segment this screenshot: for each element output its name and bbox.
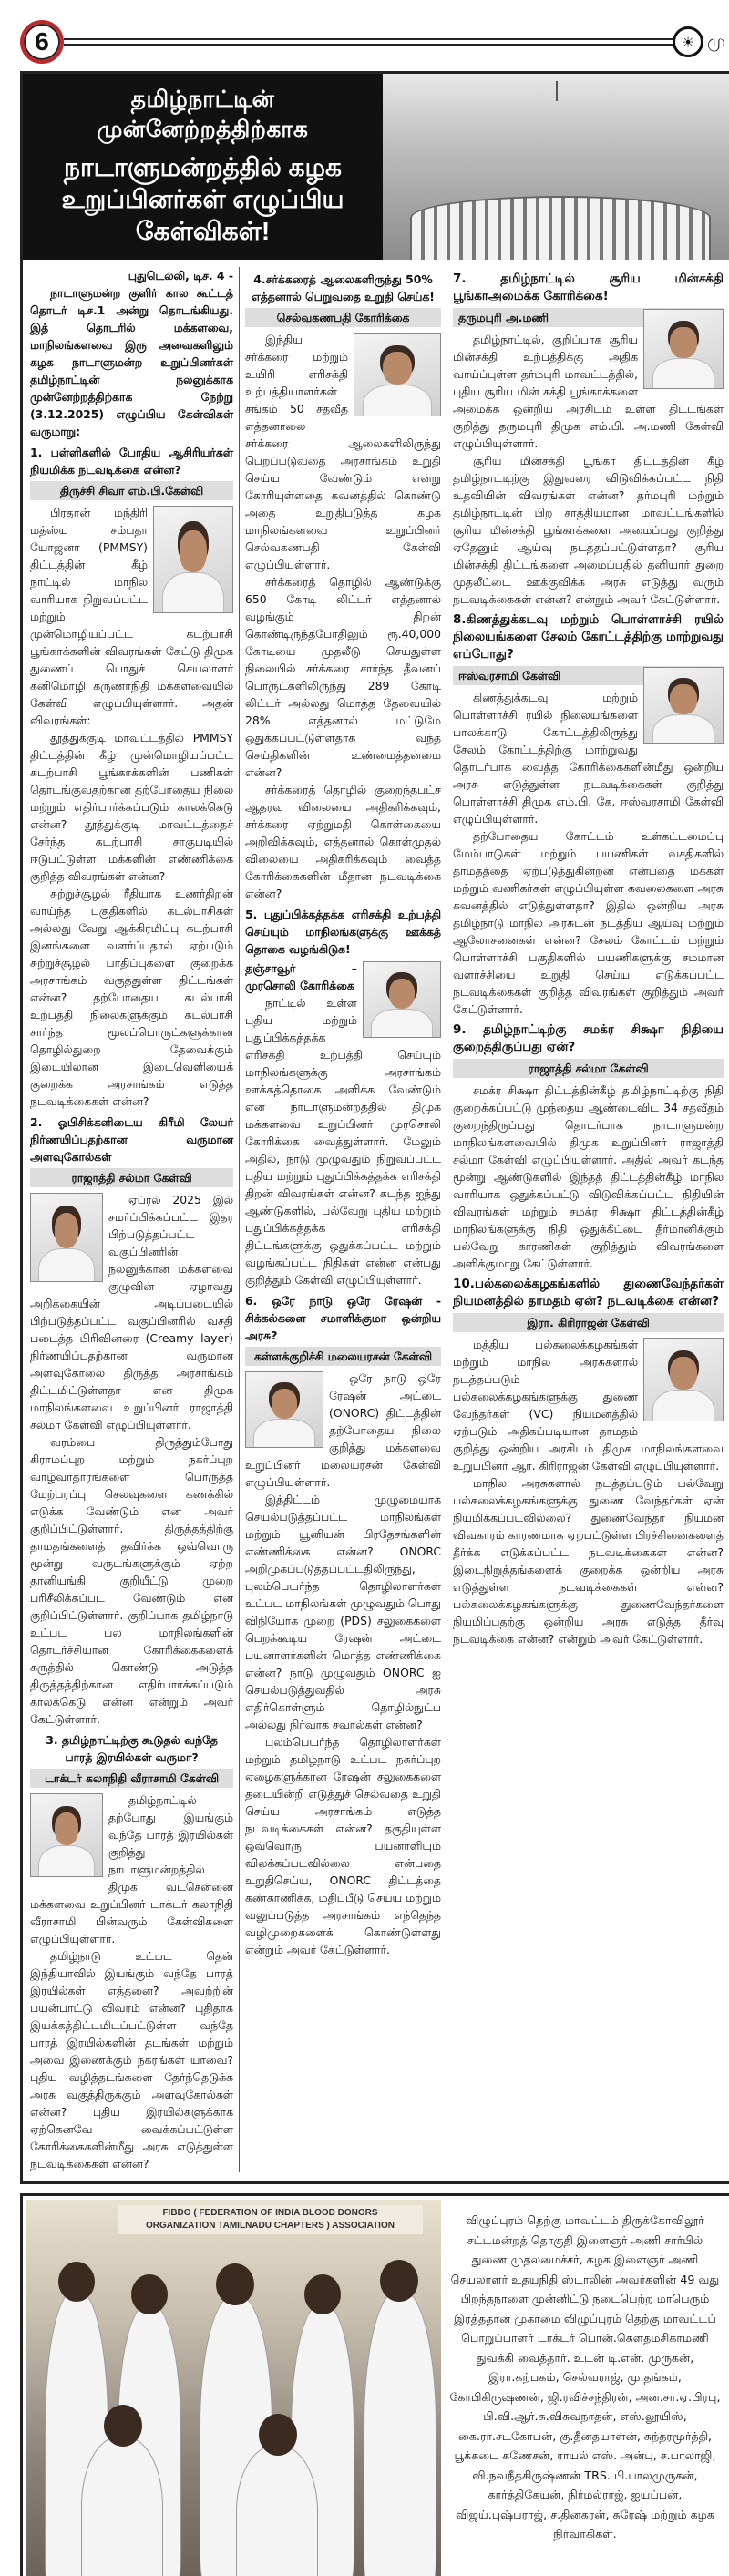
question-title: 7. தமிழ்நாட்டில் சூரிய மின்சக்தி பூங்காஅமைக்க கோரிக்கை! bbox=[453, 272, 724, 303]
headline-kicker: தமிழ்நாட்டின் முன்னேற்றத்திற்காக bbox=[97, 87, 309, 142]
parliament-photo bbox=[383, 74, 729, 260]
question-title: 1. பள்ளிகளில் போதிய ஆசிரியர்கள் நியமிக்க நடவடிக்கை என்ன? bbox=[30, 446, 233, 477]
question-byline: திருச்சி சிவா எம்.பி.கேள்வி bbox=[30, 481, 233, 500]
question-paragraph: சமக்ர சிக்ஷா திட்டத்தின்கீழ் தமிழ்நாட்டிற்கு நிதி குறைக்கப்பட்டு முந்தைய ஆண்டைவிட 34 சதவீதம் குறைந்திருப்பது தொடர்பாக நாடாளுமன்ற மாநிலங்களவையில் திமுக உறுப்பினர் ராஜாத்தி சல்மா கேள்வி எழுப்பியுள்ளார். அதில் அவர் கடந்த மூன்று ஆண்டுகளில் இந்தத் திட்டத்தின்கீழ் மாநில வாரியாக ஒதுக்கப்பட்டு விடுவிக்கப்பட்ட நிதியின் விவரங்கள் மற்றும் சமக்ர சிக்ஷா திட்டத்தின்கீழ் மாநிலங்களுக்கு நிதி ஒதுக்கீட்டை தீர்மானிக்கும் பல்வேறு காரணிகள் குறித்தும் விவரங்களை அளிக்குமாறு கேட்டுள்ளார். bbox=[453, 1083, 724, 1270]
page-header bbox=[0, 18, 729, 66]
mp-portrait bbox=[153, 506, 233, 613]
article-box bbox=[20, 71, 729, 2184]
question-paragraph: மத்திய பல்கலைக்கழகங்கள் மற்றும் மாநில அரசுகளால் நடத்தப்படும் பல்கலைக்கழகங்களுக்கு துணை வேந்தர்கள் (VC) நியமனத்தில் ஏற்படும் அதிகப்படியான தாமதம் குறித்து ஒன்றிய அரசிடம் திமுக மாநிலங்களவை உறுப்பினர் ஆர். கிரிராஜன் கேள்வி எழுப்பியுள்ளார். bbox=[453, 1338, 724, 1473]
mp-portrait bbox=[363, 961, 441, 1038]
page-number: 6 bbox=[20, 20, 64, 64]
headline-title: நாடாளுமன்றத்தில் கழக உறுப்பினர்கள் எழுப்பிய கேள்விகள்! bbox=[61, 153, 344, 245]
dateline: புதுடெல்லி, டிச. 4 - bbox=[128, 269, 233, 282]
mp-portrait bbox=[354, 333, 441, 416]
photo-caption: விழுப்புரம் தெற்கு மாவட்டம் திருக்கோவிலூர் சட்டமன்றத் தொகுதி இளைஞர் அணி சார்பில் துணை முதலமைச்சர், கழக இளைஞர் அணி செயலாளர் உதயநிதி ஸ்டாலின் அவர்களின் 49 வது பிறந்தநாளை முன்னிட்டு நடைபெற்ற மாபெரும் இரத்ததான முகாமை விழுப்புரம் தெற்கு மாவட்டப் பொறுப்பாளர் டாக்டர் பொன்.கௌதமசிகாமணி துவக்கி வைத்தார். உடன் டி.என். முருகன், இரா.கற்பகம், செல்வராஜ், மு.தங்கம், கோபிகிருஷ்ணன், ஜி.ரவிச்சந்திரன், அன.சா.ஏ.பிரபு, பி.வி.ஆர்.சு.விசுவநாதன், எஸ்.லூயிஸ், கை.ரா.சடகோபன், கு.தீனதயாளன், சுந்தரமூர்த்தி, பூக்கடை கணேசன், ராயல் எஸ். அன்பு, ச.பாலாஜி, வி.நவநீதகிருஷ்ணன் TRS. பி.பாலமுருகன், கார்த்திகேயன், நிர்மல்ராஜ், ஐயப்பன், விஜய்.புஷ்பராஜ், ச.தினகரன், சுரேஷ் மற்றும் கழக நிர்வாகிகள். bbox=[449, 2213, 721, 2540]
mp-portrait bbox=[643, 309, 724, 389]
question-paragraph: தூத்துக்குடி மாவட்டத்தில் PMMSY திட்டத்தின் கீழ் முன்மொழியப்பட்ட கடற்பாசி பூங்காக்களின் பணிகள் தொடங்குவதற்கான தற்போதைய நிலை மற்றும் எதிர்பார்க்கப்படும் காலக்கெடு என்ன? தூத்துக்குடி மாவட்டத்தைச் சேர்ந்த கடற்பாசி சாகுபடியில் ஈடுபட்டுள்ள மக்களின் எண்ணிக்கை குறித்த விவரங்கள் என்ன? bbox=[30, 731, 233, 883]
question-byline: தஞ்சாவூர் – முரசொலி கோரிக்கை bbox=[245, 961, 357, 992]
mp-portrait bbox=[643, 1338, 724, 1421]
headline-row bbox=[23, 74, 729, 260]
question-paragraph: பிரதான் மந்திரி மத்ஸ்ய சம்பதா யோஜனா (PMMSY) திட்டத்தின் கீழ் நாட்டில் மாநில வாரியாக நிறுவப்பட்ட மற்றும் முன்மொழியப்பட்ட கடற்பாசி பூங்காக்களின் விவரங்கள் கேட்டு திமுக துணைப் பொதுச் செயலாளர் கனிமொழி கருணாநிதி மக்களவையில் கேள்வி எழுப்பியுள்ளார். அதன் விவரங்கள்: bbox=[30, 506, 233, 727]
question-paragraph: சர்க்கரைத் தொழில் ஆண்டுக்கு 650 கோடி லிட்டர் எத்தனால் வழங்கும் திறன் கொண்டிருந்தபோதிலும் ரூ.40,000 கோடியை முதலீடு செய்துள்ள நிலையில் சர்க்கரை சார்ந்த தீவனப் பொருட்களிலிருந்து 289 கோடி லிட்டர் அல்லது மொத்த தேவையில் 28% எத்தனால் மட்டுமே ஒதுக்கப்பட்டுள்ளதாக வந்த செய்திகளின் உண்மைத்தன்மை என்ன? bbox=[245, 575, 441, 779]
question-paragraph: நாட்டில் உள்ள புதிய மற்றும் புதுப்பிக்கத்தக்க எரிசக்தி உற்பத்தி செய்யும் மாநிலங்களுக்கு அரசாங்கம் ஊக்கத்தொகை அளிக்க வேண்டும் என நாடாளுமன்றத்தில் திமுக மக்களவை உறுப்பினர் முரசொலி கோரிக்கை வைத்துள்ளார். மேலும் அதில், நாடு முழுவதும் நிறுவப்பட்ட புதிய மற்றும் புதுப்பிக்கத்தக்க எரிசக்தி திறன் விவரங்கள் என்ன? கடந்த ஐந்து ஆண்டுகளில், பல்வேறு புதிய மற்றும் புதுப்பிக்கத்தக்க எரிசக்தி திட்டங்களுக்கு ஒதுக்கப்பட்ட மற்றும் வழங்கப்பட்ட நிதிகள் என்ன என்பது குறித்தும் கேள்வி எழுப்பியுள்ளார். bbox=[245, 996, 441, 1287]
mp-portrait bbox=[30, 1193, 103, 1282]
photo-banner-text bbox=[118, 2205, 423, 2234]
column-3 bbox=[447, 267, 724, 2172]
question-paragraph: தமிழ்நாடு உட்பட தென் இந்தியாவில் இயங்கும் வந்தே பாரத் இரயில்கள் எத்தனை? அவற்றின் பயன்பாட்டு விவரம் என்ன? புதிதாக இயக்கத்திட்டமிடப்பட்டுள்ள வந்தே பாரத் இரயில்களின் தடங்கள் மற்றும் அவை இணைக்கும் நகரங்கள் யாவை? புதிய வழித்தடங்களை தேர்ந்தெடுக்க அரசு வகுத்திருக்கும் அளவுகோல்கள் என்ன? புதிய இரயில்களுக்காக ஏற்கெனவே வைக்கப்பட்டுள்ள கோரிக்கைகளின்மீது அரசு எடுத்துள்ள நடவடிக்கைகள் என்ன? bbox=[30, 1949, 233, 2171]
header-rule bbox=[64, 38, 673, 46]
question-byline: இரா. கிரிராஜன் கேள்வி bbox=[453, 1313, 724, 1332]
question-title: 8.கிணத்துக்கடவு மற்றும் பொள்ளாச்சி ரயில் நிலையங்களை சேலம் கோட்டத்திற்கு மாற்றுவது எப்போது? bbox=[453, 612, 724, 662]
question-title: 10.பல்கலைக்கழகங்களில் துணைவேந்தர்கள் நியமனத்தில் தாமதம் ஏன்? நடவடிக்கை என்ன? bbox=[453, 1277, 724, 1309]
question-title: 9. தமிழ்நாட்டிற்கு சமக்ர சிக்ஷா நிதியை குறைத்திருப்பது ஏன்? bbox=[453, 1022, 724, 1054]
question-title: 6. ஒரே நாடு ஒரே ரேஷன் - சிக்கல்களை சமாளிக்குமா ஒன்றிய அரசு? bbox=[245, 1294, 441, 1342]
question-paragraph: தமிழ்நாட்டில் தற்போது இயங்கும் வந்தே பாரத் இரயில்கள் குறித்து நாடாளுமன்றத்தில் திமுக வடசென்னை மக்களவை உறுப்பினர் டாக்டர் கலாநிதி வீராசாமி பின்வரும் கேள்விகளை எழுப்பியுள்ளார். bbox=[30, 1793, 233, 1945]
newspaper-name: மு bbox=[707, 31, 725, 51]
intro-text: நாடாளுமன்ற குளிர் கால கூட்டத் தொடர் டிச.1 அன்று தொடங்கியது. இத் தொடரில் மக்களவை, மாநிலங்களவை இரு அவைகளிலும் கழக நாடாளுமன்ற உறுப்பினர்கள் தமிழ்நாட்டின் நலனுக்காக முன்னேற்றத்திற்காக நேற்று (3.12.2025) எழுப்பிய கேள்விகள் வருமாறு: bbox=[30, 286, 233, 438]
headline-banner bbox=[23, 74, 383, 260]
question-paragraph: ஏப்ரல் 2025 இல் சமர்ப்பிக்கப்பட்ட இதர பிற்படுத்தப்பட்ட வகுப்பினரின் நலனுக்கான மக்களவை குழுவின் ஏழாவது அறிக்கையின் அடிப்படையில் பிற்படுத்தப்பட்ட வகுப்பினரில் வசதி படைத்த பிரிவினரை (Creamy layer) நிர்ணயிப்பதற்கான வருமான அளவுகோலை திருத்த அரசாங்கம் திட்டமிட்டுள்ளதா என திமுக மாநிலங்களவை உறுப்பினர் ராஜாத்தி சல்மா கேள்வி எழுப்பியுள்ளார். bbox=[30, 1193, 233, 1432]
article-columns bbox=[23, 260, 729, 2181]
question-title: 4.சர்க்கரைத் ஆலைகளிருந்து 50% எத்தனால் பெறுவதை உறுதி செய்க! bbox=[252, 272, 435, 303]
blood-donation-camp-photo bbox=[26, 2200, 441, 2576]
question-title: 3. தமிழ்நாட்டிற்கு கூடுதல் வந்தே பாரத் இரயில்கள் வருமா? bbox=[46, 1733, 218, 1764]
mp-portrait bbox=[30, 1793, 103, 1877]
column-1 bbox=[30, 267, 240, 2172]
question-paragraph: தற்போதைய கோட்டம் உள்கட்டமைப்பு மேம்பாடுகள் மற்றும் பயணிகள் வசதிகளில் தாமதத்தை ஏற்படுத்துகின்றன என்பதை மக்கள் மற்றும் வணிகர்கள் எழுப்பியுள்ள கவலைகளை அரசு கவனத்தில் எடுத்துள்ளதா? இதில் ஒன்றிய அரசு தமிழ்நாடு மாநில அரசுடன் நடத்திய ஆய்வு மற்றும் ஆலோசனைகள் என்ன? சேலம் கோட்டம் மற்றும் பொள்ளாச்சி பகுதிகளில் பயணிகளுக்கு சமமான வளர்ச்சியை உறுதி செய்ய எடுக்கப்பட்ட நடவடிக்கைகள் குறித்த விவரங்கள் குறித்தும் அவர் கேட்டுள்ளார். bbox=[453, 829, 724, 1016]
question-byline: செல்வகணபதி கோரிக்கை bbox=[245, 308, 441, 327]
question-byline: டாக்டர் கலாநிதி வீராசாமி கேள்வி bbox=[30, 1769, 233, 1788]
question-byline: ராஜாத்தி சல்மா கேள்வி bbox=[453, 1059, 724, 1078]
question-paragraph: தமிழ்நாட்டில், குறிப்பாக சூரிய மின்சக்தி உற்பத்திக்கு அதிக வாய்ப்புள்ள தர்மபுரி மாவட்டத்தில், புதிய சூரிய மின் சக்தி பூங்காக்களை அமைக்க ஒன்றிய அரசிடம் உள்ள திட்டங்கள் குறித்து தருமபுரி திமுக எம்.பி. அ.மணி கேள்வி எழுப்பியுள்ளார். bbox=[453, 333, 724, 450]
question-paragraph: இந்திய சர்க்கரை மற்றும் உயிரி எரிசக்தி உற்பத்தியாளர்கள் சங்கம் 50 சதவீத எத்தனாலை சர்க்கரை ஆலைகளிலிருந்து பெறப்படுவதை அரசாங்கம் உறுதி செய்ய வேண்டும் என்று கோரியுள்ளதை கவனத்தில் கொண்டு அதை உறுதிபடுத்த கழக மாநிலங்களவை உறுப்பினர் செல்வகணபதி கேள்வி எழுப்பியுள்ளார். bbox=[245, 333, 441, 571]
question-paragraph: சூரிய மின்சக்தி பூங்கா திட்டத்தின் கீழ் தமிழ்நாட்டிற்கு இதுவரை விடுவிக்கப்பட்ட நிதி உதவியின் விவரங்கள் என்ன? தர்மபுரி மற்றும் தமிழ்நாட்டின் பிற சாத்தியமான மாவட்டங்களில் சூரிய மின்சக்தி பூங்காக்களை அமைப்பது குறித்து ஏதேனும் ஆய்வு நடத்தப்பட்டுள்ளதா? சூரிய மின்சக்தி திட்டங்களை அமைப்பதில் தனியார் துறை முதலீட்டை ஊக்குவிக்க அரசு எடுத்து வரும் நடவடிக்கைகள் என்ன? என்றும் அவர் கேட்டுள்ளார். bbox=[453, 454, 724, 606]
question-byline: தருமபுரி அ.மணி bbox=[453, 308, 724, 327]
banner-line: FIBDO ( FEDERATION OF INDIA BLOOD DONORS bbox=[162, 2208, 378, 2218]
question-byline: கள்ளக்குறிச்சி மலையரசன் கேள்வி bbox=[245, 1347, 441, 1366]
question-byline: ஈஸ்வரசாமி கேள்வி bbox=[453, 666, 724, 685]
column-2 bbox=[240, 267, 447, 2172]
question-paragraph: வரம்பை திருத்தும்போது கிராமப்புற மற்றும் நகர்ப்புற வாழ்வாதாரங்களை பொருத்த மேற்பரப்பு செலவுகளை கணக்கில் எடுக்க வேண்டும் என அவர் குறிப்பிட்டுள்ளார். திருத்தத்திற்கு தாமதங்களைத் தவிர்க்க ஒவ்வொரு மூன்று வருடங்களுக்கும் ஏற்ற தானியங்கி குறியீட்டு முறை பரிசீலிக்கப்பட வேண்டும் என குறிப்பிட்டுள்ளார். குறிப்பாக தமிழ்நாடு உட்பட பல மாநிலங்களின் தொடர்ச்சியான கோரிக்கைகளைக் கருத்தில் கொண்டு அடுத்த திருத்தத்திற்கான எதிர்பார்க்கப்படும் காலக்கெடு என்ன என்றும் அவர் கேட்டுள்ளார். bbox=[30, 1435, 233, 1726]
mp-portrait bbox=[643, 667, 724, 744]
question-paragraph: புலம்பெயர்ந்த தொழிலாளர்கள் மற்றும் தமிழ்நாடு உட்பட நகர்ப்புற ஏழைகளுக்கான ரேஷன் சலுகைகளை தடையின்றி எடுத்துச் செல்வதை உறுதி செய்ய அரசாங்கம் எடுத்த நடவடிக்கைகள் என்ன? தகுதியுள்ள ஒவ்வொரு பயனாளியும் விலக்கப்படவில்லை என்பதை உறுதிசெய்ய, ONORC திட்டத்தை கண்காணிக்க, மதிப்பீடு செய்ய மற்றும் வலுப்படுத்த அரசாங்கம் எந்தெந்த வழிமுறைகளைக் கொண்டுள்ளது என்றும் அவர் கேட்டுள்ளார். bbox=[245, 1735, 441, 1956]
event-photo-box bbox=[20, 2193, 729, 2576]
question-paragraph: சுற்றுச்சூழல் ரீதியாக உணர்திறன் வாய்ந்த பகுதிகளில் கடல்பாசிகள் அல்லது வேறு ஆக்கிரமிப்பு கடற்பாசி இனங்களை வளர்ப்பதால் ஏற்படும் சுற்றுச்சூழல் பாதிப்புகளை குறைக்க அரசாங்கம் வகுத்துள்ள திட்டங்கள் என்ன? தற்போதைய கடல்பாசி உற்பத்தி நிலைகளுக்கும் கடல்பாசி சார்ந்த மூலப்பொருட்களுக்கான தொழில்துறை தேவைக்கும் இடையிலான இடைவெளியைக் குறைக்க அரசாங்கம் எடுத்த நடவடிக்கைகள் என்ன? bbox=[30, 887, 233, 1108]
question-title: 5. புதுப்பிக்கத்தக்க எரிசக்தி உற்பத்தி செய்யும் மாநிலங்களுக்கு ஊக்கத் தொகை வழங்கிடுக! bbox=[245, 908, 441, 956]
question-paragraph: கிணத்துக்கடவு மற்றும் பொள்ளாச்சி ரயில் நிலையங்களை பாலக்காடு கோட்டத்திலிருந்து சேலம் கோட்டத்திற்கு மாற்றுவது தொடர்பாக வைத்த கோரிக்கைகளின்மீது ஒன்றிய அரசு எடுத்துள்ள நடவடிக்கைகள் குறித்து பொள்ளாச்சி திமுக எம்.பி. கே. ஈஸ்வரசாமி கேள்வி எழுப்பியுள்ளார். bbox=[453, 691, 724, 826]
question-paragraph: சர்க்கரைத் தொழில் குறைந்தபட்ச ஆதரவு விலையை அதிகரிக்கவும், சர்க்கரை ஏற்றுமதி கொள்கையை அறிவிக்கவும், எத்தனால் கொள்முதல் விலையை அதிகரிக்கவும் வைத்த கோரிக்கைகளின் மீதான நடவடிக்கை என்ன? bbox=[245, 783, 441, 900]
banner-line: ORGANIZATION TAMILNADU CHAPTERS ) ASSOCIATION bbox=[146, 2221, 395, 2231]
question-byline: ராஜாத்தி சல்மா கேள்வி bbox=[30, 1168, 233, 1187]
question-title: 2. ஓபிசிக்களிடைய கிரீமி லேயர் நிர்ணயிப்பதற்கான வருமான அளவுகோல்கள் bbox=[30, 1115, 233, 1164]
question-paragraph: இத்திட்டம் முழுமையாக செயல்படுத்தப்பட்ட மாநிலங்கள் மற்றும் யூனியன் பிரதேசங்களின் எண்ணிக்கை என்ன? ONORC அறிமுகப்படுத்தப்பட்டதிலிருந்து, புலம்பெயர்ந்த தொழிலாளர்கள் உட்பட மாநிலங்கள் முழுவதும் பொது விநியோக முறை (PDS) சலுகைகளை பெறக்கூடிய ரேஷன் அட்டை பயனாளர்களின் மொத்த எண்ணிக்கை என்ன? நாடு முழுவதும் ONORC ஐ செயல்படுத்துவதில் அரசு எதிர்கொள்ளும் தொழில்நுட்ப அல்லது நிர்வாக சவால்கள் என்ன? bbox=[245, 1493, 441, 1731]
question-paragraph: மாநில அரசுகளால் நடத்தப்படும் பல்வேறு பல்கலைக்கழகங்களுக்கு துணை வேந்தர்கள் ஏன் நியமிக்கப்படவில்லை? துணைவேந்தர் நியமன விவகாரம் காரணமாக ஏற்பட்டுள்ள பிரச்சினைகளைத் தீர்க்க எடுக்கப்பட்ட நடவடிக்கைகள் என்ன? இடைநிறுத்தங்களைக் குறைக்க ஒன்றிய அரசு எடுத்துள்ள நடவடிக்கைகள் என்ன? பல்கலைக்கழகங்களுக்கு துணைவேந்தர்களை நியமிப்பதற்கு ஒன்றிய அரசு எடுத்த தீர்வு நடவடிக்கை என்ன? என்றும் அவர் கேட்டுள்ளார். bbox=[453, 1476, 724, 1646]
question-paragraph: ஒரே நாடு ஒரே ரேஷன் அட்டை (ONORC) திட்டத்தின் தற்போதைய நிலை குறித்து மக்களவை உறுப்பினர் மலையரசன் கேள்வி எழுப்பியுள்ளார். bbox=[245, 1371, 441, 1489]
rising-sun-logo-icon: ☀ bbox=[673, 26, 703, 57]
mp-portrait bbox=[245, 1371, 323, 1448]
